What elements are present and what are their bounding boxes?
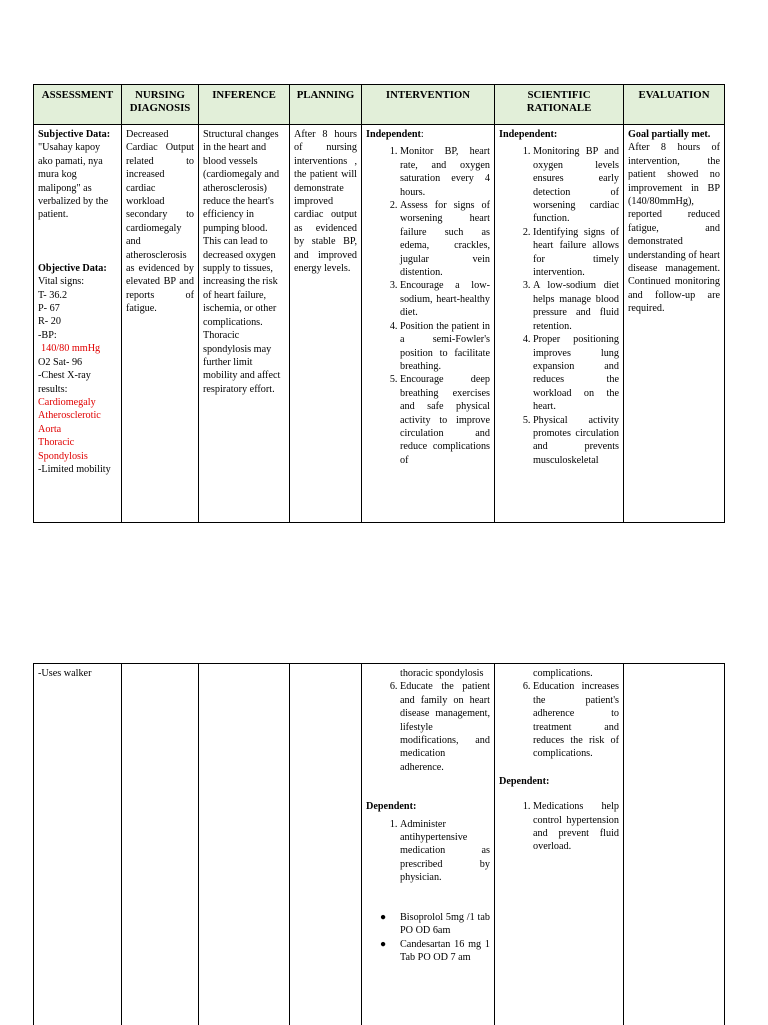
evaluation-text: After 8 hours of intervention, the patient showed no improvement in BP (140/80mmHg), reported reduced fatigue, and demonstrated understanding of heart disease management. Continued monitoring and follow-up are required. [628,142,720,315]
rationale-item-5-continued: complications. [533,668,593,679]
header-inference: INFERENCE [199,85,290,125]
planning-text: After 8 hours of nursing interventions , the patient will demonstrate improved cardiac output as evidenced by stable BP, and improved energy levels. [294,129,357,275]
intervention-item-1: 1. Monitor BP, heart rate, and oxygen saturation every 4 hours. [400,145,490,199]
medication-bisoprolol: ● Bisoprolol 5mg /1 tab PO OD 6am [380,911,490,937]
rationale-cell [495,125,624,523]
intervention-dependent-item-1: 1. Administer antihypertensive medication as prescribed by physician. [400,818,490,885]
intervention-item-3: 3. Encourage a low-sodium, heart-healthy diet. [400,279,490,319]
inference-cell-continued [199,664,290,1025]
xray-cardiomegaly: Cardiomegaly [38,396,96,408]
evaluation-goal-label: Goal partially met. [628,129,711,140]
care-plan-table-page1 [33,84,725,523]
intervention-item-5-continued: thoracic spondylosis [400,668,484,679]
objective-label: Objective Data: [38,262,107,274]
xray-label: -Chest X-ray results: [38,370,91,395]
inference-cell [199,125,290,523]
subjective-label: Subjective Data: [38,129,111,140]
rationale-item-6: 6. Education increases the patient's adherence to treatment and reduces the risk of complications. [533,680,619,760]
xray-thoracic-spondylosis: Thoracic Spondylosis [38,437,88,462]
rationale-cell-continued [495,664,624,1025]
vital-pulse: P- 67 [38,303,60,315]
vital-bp-label: -BP: [38,329,57,341]
rationale-item-4: 4. Proper positioning improves lung expansion and reduces the workload on the heart. [533,333,619,413]
header-assessment: ASSESSMENT [34,85,122,125]
rationale-item-3: 3. A low-sodium diet helps manage blood pressure and fluid retention. [533,279,619,333]
inference-text: Structural changes in the heart and blood vessels (cardiomegaly and atherosclerosis) reduce the heart's efficiency in pumping blood. This can lead to decreased oxygen supply to tissues, increasing the risk of heart failure, ischemia, or other complications. Thoracic spondylosis may further limit mobility and affect respiratory effort. [203,129,281,395]
rationale-item-1: 1. Monitoring BP and oxygen levels ensures early detection of worsening cardiac function. [533,145,619,225]
bp-value: 140/80 mmHg [41,343,101,355]
assessment-cell-continued [34,664,122,1025]
rationale-item-5: 5. Physical activity promotes circulation and prevents musculoskeletal [533,414,619,468]
xray-atherosclerotic-aorta: Atherosclerotic Aorta [38,410,101,435]
nursing-diagnosis-text: Decreased Cardiac Output related to increased cardiac workload secondary to cardiomegaly and atherosclerosis as evidenced by elevated BP and reports of fatigue. [126,129,194,315]
rationale-dependent-item-1: 1. Medications help control hypertension and prevent fluid overload. [533,800,619,854]
intervention-cell-continued [362,664,495,1025]
vital-temp: T- 36.2 [38,289,68,301]
care-plan-table-page2 [33,663,725,1025]
nursing-diagnosis-cell-continued [122,664,199,1025]
subjective-text: "Usahay kapoy ako pamati, nya mura kog malipong" as verbalized by the patient. [38,142,109,221]
intervention-item-4: 4. Position the patient in a semi-Fowler's position to facilitate breathing. [400,320,490,374]
bullet-icon: ● [380,938,387,950]
rationale-item-2: 2. Identifying signs of heart failure allows for timely intervention. [533,226,619,280]
o2-sat: O2 Sat- 96 [38,356,83,368]
intervention-item-5: 5. Encourage deep breathing exercises and safe physical activity to improve circulation and reduce complications of [400,373,490,467]
planning-cell-continued [290,664,362,1025]
assessment-cell [34,125,122,523]
evaluation-cell [624,125,725,523]
rationale-dependent-heading: Dependent: [499,775,550,787]
planning-cell [290,125,362,523]
header-scientific-rationale: SCIENTIFIC RATIONALE [495,85,624,125]
header-planning: PLANNING [290,85,362,125]
rationale-independent-heading: Independent: [499,129,558,140]
body-row-page1 [34,125,725,523]
limited-mobility: -Limited mobility [38,463,111,475]
header-nursing-diagnosis: NURSING DIAGNOSIS [122,85,199,125]
intervention-dependent-heading: Dependent: [366,801,417,813]
header-row [34,85,725,125]
intervention-independent-heading: Independent: [366,129,424,140]
nursing-diagnosis-cell [122,125,199,523]
intervention-item-2: 2. Assess for signs of worsening heart failure such as edema, crackles, jugular vein distention. [400,199,490,279]
header-intervention: INTERVENTION [362,85,495,125]
vital-signs-label: Vital signs: [38,276,85,288]
vital-resp: R- 20 [38,316,61,328]
intervention-item-6: 6. Educate the patient and family on heart disease management, lifestyle modifications, and medication adherence. [400,680,490,774]
header-evaluation: EVALUATION [624,85,725,125]
bullet-icon: ● [380,911,387,923]
medication-candesartan: ● Candesartan 16 mg 1 Tab PO OD 7 am [380,938,490,963]
evaluation-cell-continued [624,664,725,1025]
body-row-page2 [34,664,725,1025]
uses-walker: -Uses walker [38,668,92,679]
intervention-cell [362,125,495,523]
